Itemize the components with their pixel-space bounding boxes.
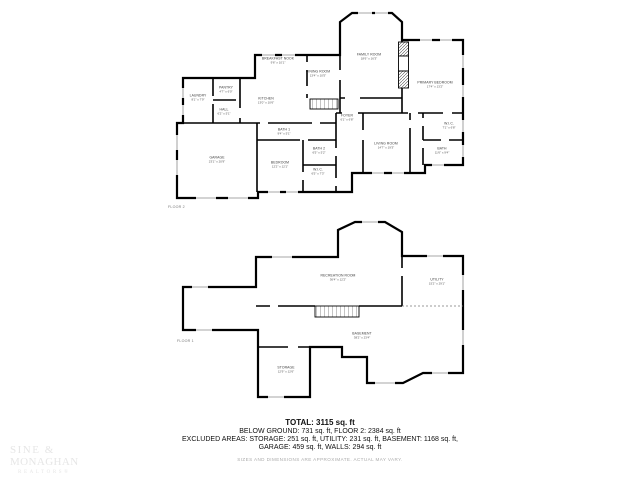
room-name: RECREATION ROOM	[320, 273, 356, 278]
room-name: BATH	[437, 146, 447, 151]
room-label	[277, 366, 294, 373]
room-label	[374, 142, 398, 149]
room-name: PRIMARY BEDROOM	[417, 80, 453, 85]
floor2-fireplace	[399, 42, 409, 88]
room-dimensions: 6'2" x 5'1"	[217, 111, 231, 116]
room-dimensions: 14'7" x 19'3"	[377, 145, 395, 150]
room-dimensions: 8'1" x 7'9"	[191, 97, 205, 102]
room-label	[190, 94, 207, 101]
room-name: BREAKFAST NOOK	[261, 56, 295, 61]
room-name: BATH 2	[312, 146, 326, 151]
room-name: LIVING ROOM	[374, 141, 398, 146]
room-dimensions: 4'7" x 6'0"	[219, 89, 233, 94]
room-dimensions: 6'5" x 7'3"	[311, 171, 325, 176]
watermark-line-3: REALTORS®	[18, 470, 71, 476]
room-name: W.I.C.	[313, 167, 323, 172]
area-summary	[0, 418, 640, 462]
room-name: LAUNDRY	[189, 93, 207, 98]
room-dimensions: 11'6" x 9'4"	[434, 150, 450, 155]
room-dimensions: 13'0" x 10'6"	[257, 100, 275, 105]
room-dimensions: 12'2" x 12'1"	[271, 164, 289, 169]
room-dimensions: 6'1" x 6'8"	[340, 117, 354, 122]
room-label	[258, 97, 274, 104]
room-label	[352, 332, 371, 339]
room-label	[429, 278, 445, 285]
room-dimensions: 12'9" x 12'6"	[277, 369, 295, 374]
room-name: FOYER	[340, 113, 354, 118]
room-label	[262, 57, 294, 64]
room-label	[271, 161, 289, 168]
room-label	[306, 70, 330, 77]
room-dimensions: 38'2" x 23'4"	[353, 335, 371, 340]
summary-line-2: BELOW GROUND: 731 sq. ft, FLOOR 2: 2384 sq. ft	[239, 428, 401, 435]
room-name: PANTRY	[218, 85, 234, 90]
realtor-watermark	[10, 445, 79, 475]
room-dimensions: 6'5" x 5'2"	[312, 150, 326, 155]
room-label	[277, 128, 290, 135]
room-name: BEDROOM	[270, 160, 290, 165]
room-name: HALL	[219, 107, 229, 112]
floor2-stairs	[310, 99, 338, 109]
room-name: DINING ROOM	[305, 69, 331, 74]
room-dimensions: 7'1" x 6'8"	[442, 125, 456, 130]
room-name: BASEMENT	[352, 331, 372, 336]
summary-disclaimer: SIZES AND DIMENSIONS ARE APPROXIMATE. ACTUAL MAY VARY.	[237, 457, 403, 462]
room-dimensions: 13'4" x 10'5"	[309, 73, 327, 78]
room-name: W.I.C.	[444, 121, 454, 126]
room-label	[357, 53, 381, 60]
room-name: KITCHEN	[258, 96, 274, 101]
room-dimensions: 18'6" x 16'3"	[360, 56, 378, 61]
room-label	[209, 156, 225, 163]
room-label	[417, 81, 452, 88]
room-dimensions: 9'4" x 5'1"	[277, 131, 291, 136]
room-dimensions: 17'4" x 13'2"	[426, 84, 444, 89]
room-label	[312, 147, 325, 154]
room-label	[217, 108, 230, 115]
room-dimensions: 9'6" x 10'1"	[270, 60, 286, 65]
room-dimensions: 15'2" x 29'1"	[428, 281, 446, 286]
floor1-tag: FLOOR 1	[177, 339, 194, 343]
room-name: GARAGE	[209, 155, 225, 160]
floor2-tag: FLOOR 2	[168, 205, 185, 209]
room-name: STORAGE	[277, 365, 295, 370]
room-label	[435, 147, 450, 154]
room-name: BATH 1	[277, 127, 291, 132]
room-label	[311, 168, 324, 175]
room-dimensions: 36'4" x 12'2"	[329, 277, 347, 282]
room-label	[219, 86, 233, 93]
room-name: FAMILY ROOM	[356, 52, 382, 57]
watermark-line-1: SINE &	[10, 444, 55, 456]
summary-total: TOTAL: 3115 sq. ft	[285, 418, 355, 427]
summary-line-4: GARAGE: 459 sq. ft, WALLS: 294 sq. ft	[258, 444, 382, 451]
room-label	[442, 122, 455, 129]
room-dimensions: 23'1" x 20'9"	[208, 159, 226, 164]
watermark-line-2: MONAGHAN	[10, 455, 79, 468]
summary-line-3: EXCLUDED AREAS: STORAGE: 251 sq. ft, UTILITY: 231 sq. ft, BASEMENT: 1168 sq. ft,	[182, 436, 458, 443]
floor1-stairs	[315, 306, 359, 317]
room-label	[340, 114, 353, 121]
room-label	[321, 274, 356, 281]
room-name: UTILITY	[430, 277, 444, 282]
